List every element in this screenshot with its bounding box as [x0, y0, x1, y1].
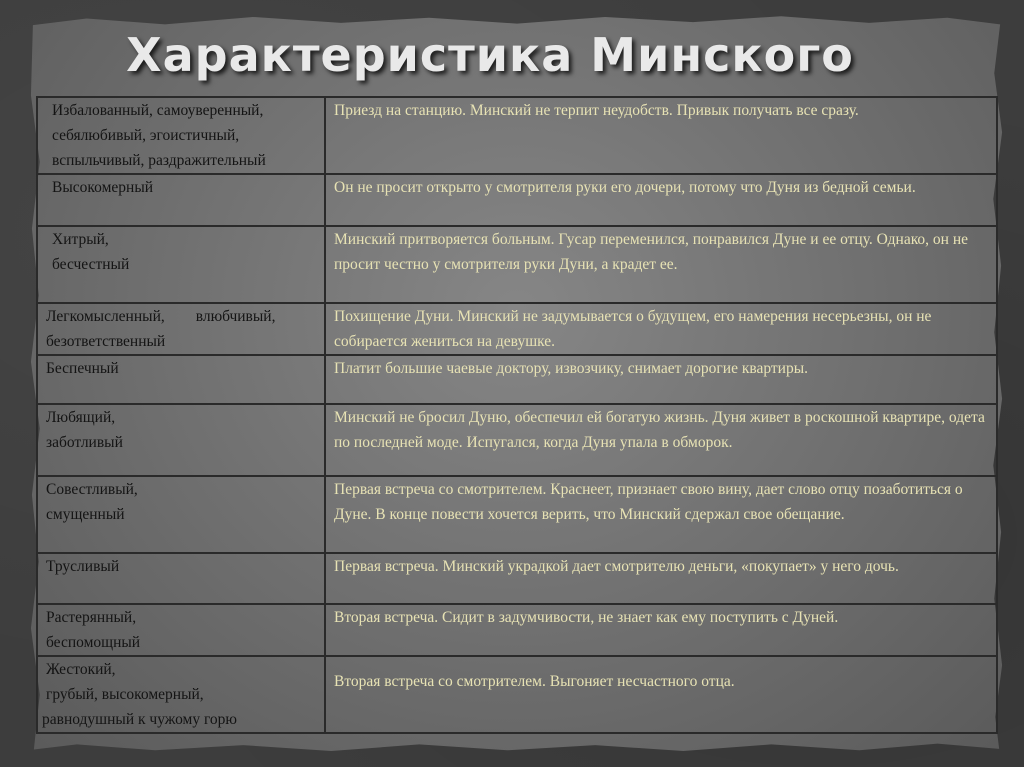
table-row: [37, 355, 997, 404]
trait-cell: Любящий, заботливый: [37, 404, 325, 476]
trait-cell: Избалованный, самоуверенный, себялюбивый, эгоистичный, вспыльчивый, раздражительный: [37, 97, 325, 174]
table-row: [37, 656, 997, 733]
trait-cell: Высокомерный: [37, 174, 325, 226]
table-row: [37, 604, 997, 656]
trait-cell: Растерянный, беспомощный: [37, 604, 325, 656]
trait-cell: Жестокий, грубый, высокомерный, равнодушный к чужому горю: [37, 656, 325, 733]
table-row: [37, 97, 997, 174]
trait-cell: Легкомысленный, влюбчивый, безответственный: [37, 303, 325, 355]
proof-cell: Первая встреча. Минский украдкой дает смотрителю деньги, «покупает» у него дочь.: [325, 553, 997, 604]
proof-cell: Платит большие чаевые доктору, извозчику, снимает дорогие квартиры.: [325, 355, 997, 404]
slide-title: Характеристика Минского: [126, 28, 854, 82]
proof-cell: Вторая встреча. Сидит в задумчивости, не знает как ему поступить с Дуней.: [325, 604, 997, 656]
table-row: [37, 303, 997, 355]
proof-cell: Минский не бросил Дуню, обеспечил ей богатую жизнь. Дуня живет в роскошной квартире, одета по последней моде. Испугался, когда Дуня упала в обморок.: [325, 404, 997, 476]
proof-cell: Он не просит открыто у смотрителя руки его дочери, потому что Дуня из бедной семьи.: [325, 174, 997, 226]
trait-cell: Совестливый, смущенный: [37, 476, 325, 553]
characteristics-table: [36, 96, 998, 734]
table-row: [37, 174, 997, 226]
proof-cell: Вторая встреча со смотрителем. Выгоняет несчастного отца.: [325, 656, 997, 733]
trait-cell: Хитрый, бесчестный: [37, 226, 325, 303]
table-row: [37, 404, 997, 476]
table-row: [37, 553, 997, 604]
table-row: [37, 476, 997, 553]
proof-cell: Минский притворяется больным. Гусар переменился, понравился Дуне и ее отцу. Однако, он не просит честно у смотрителя руки Дуни, а крадет ее.: [325, 226, 997, 303]
proof-cell: Приезд на станцию. Минский не терпит неудобств. Привык получать все сразу.: [325, 97, 997, 174]
table-row: [37, 226, 997, 303]
trait-cell: Трусливый: [37, 553, 325, 604]
trait-cell: Беспечный: [37, 355, 325, 404]
proof-cell: Первая встреча со смотрителем. Краснеет, признает свою вину, дает слово отцу позаботиться о Дуне. В конце повести хочется верить, что Минский сдержал свое обещание.: [325, 476, 997, 553]
proof-cell: Похищение Дуни. Минский не задумывается о будущем, его намерения несерьезны, он не собирается жениться на девушке.: [325, 303, 997, 355]
